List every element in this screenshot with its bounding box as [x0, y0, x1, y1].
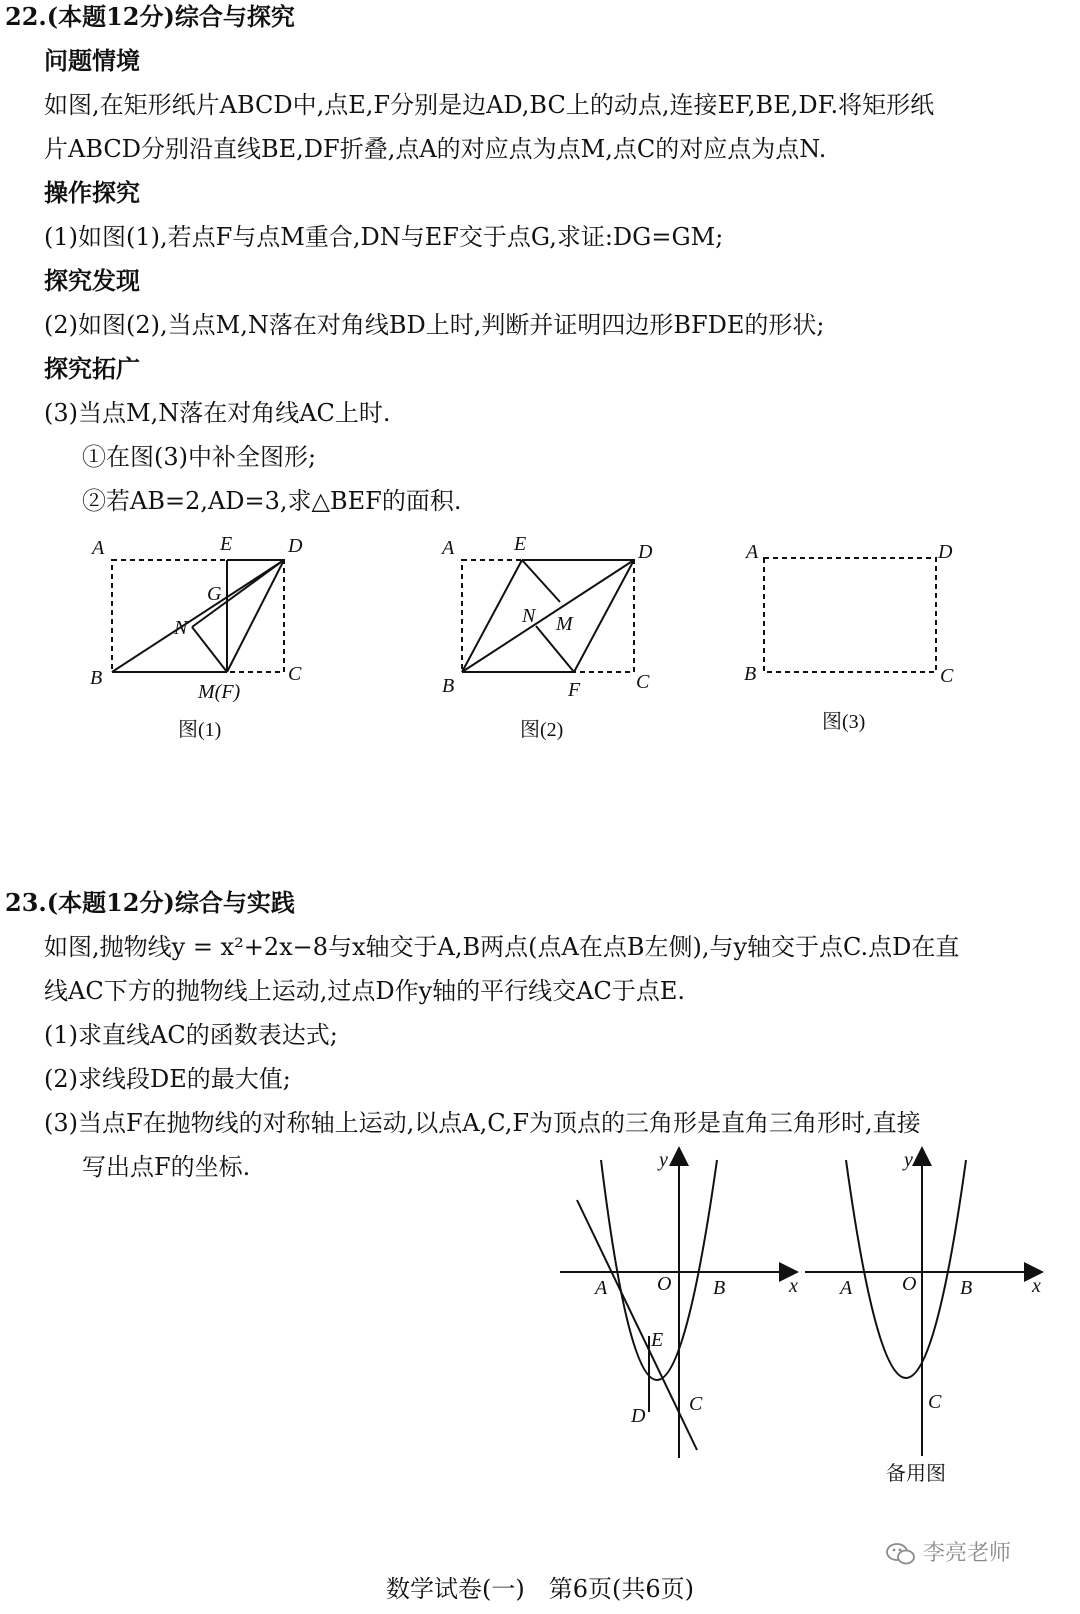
fig1-label-D: D — [288, 535, 303, 557]
fig3-caption: 图(3) — [822, 711, 866, 733]
g2-label-A: A — [840, 1277, 853, 1299]
fig3-label-D: D — [938, 541, 953, 563]
q22-section-problem-context: 问题情境 — [44, 47, 140, 75]
fig1-segment-BD — [112, 560, 284, 672]
q22-part2: (2)如图(2),当点M,N落在对角线BD上时,判断并证明四边形BFDE的形状; — [44, 311, 825, 339]
q22-title: 22.(本题12分)综合与探究 — [5, 2, 295, 31]
g2-label-C: C — [928, 1391, 942, 1413]
fig2-label-C: C — [636, 671, 650, 693]
fig2-label-E: E — [514, 533, 527, 555]
fig1-label-B: B — [90, 667, 103, 689]
q22-part3-sub1: ①在图(3)中补全图形; — [82, 443, 317, 471]
g2-caption: 备用图 — [886, 1463, 946, 1485]
q22-section-extension: 探究拓广 — [44, 355, 140, 383]
g2-label-O: O — [902, 1273, 917, 1295]
fig1-label-A: A — [92, 537, 105, 559]
fig3-label-C: C — [940, 665, 954, 687]
fig3-label-A: A — [746, 541, 759, 563]
q22-section-discovery: 探究发现 — [44, 267, 140, 295]
fig2-segment-FD — [574, 560, 634, 672]
q22-paragraph-line1: 如图,在矩形纸片ABCD中,点E,F分别是边AD,BC上的动点,连接EF,BE,DF.将矩形纸 — [44, 91, 935, 119]
fig2-segment-EM — [522, 560, 560, 602]
fig1-segment-DN — [192, 560, 284, 627]
g1-label-D: D — [631, 1405, 646, 1427]
fig3-rectangle-dashed — [764, 558, 936, 672]
fig2-label-F: F — [568, 679, 581, 701]
q22-section-operation: 操作探究 — [44, 179, 140, 207]
q22-paragraph-line2: 片ABCD分别沿直线BE,DF折叠,点A的对应点为点M,点C的对应点为点N. — [44, 135, 827, 163]
q23-part3-line2: 写出点F的坐标. — [82, 1153, 251, 1181]
fig1-label-E: E — [220, 533, 233, 555]
watermark — [886, 1536, 1011, 1567]
q23-part3-line1: (3)当点F在抛物线的对称轴上运动,以点A,C,F为顶点的三角形是直角三角形时,直接 — [44, 1109, 921, 1137]
fig2-label-B: B — [442, 675, 455, 697]
page-footer: 数学试卷(一) 第6页(共6页) — [386, 1575, 694, 1603]
fig1-segment-FD — [227, 560, 284, 672]
fig2-segment-BE — [462, 560, 522, 672]
g1-label-B: B — [713, 1277, 726, 1299]
fig1-label-C: C — [288, 663, 302, 685]
q22-part1: (1)如图(1),若点F与点M重合,DN与EF交于点G,求证:DG=GM; — [44, 223, 724, 251]
q23-paragraph-line1: 如图,抛物线y = x²+2x−8与x轴交于A,B两点(点A在点B左侧),与y轴交于点C.点D在直 — [44, 933, 960, 961]
fig1-label-N: N — [174, 617, 188, 639]
fig2-caption: 图(2) — [520, 719, 564, 741]
g1-label-C: C — [689, 1393, 703, 1415]
figure-1 — [80, 530, 320, 750]
figure-3 — [740, 530, 980, 740]
watermark-text: 李亮老师 — [923, 1541, 1012, 1566]
q22-part3: (3)当点M,N落在对角线AC上时. — [44, 399, 391, 427]
q23-part2: (2)求线段DE的最大值; — [44, 1065, 291, 1093]
fig2-label-A: A — [442, 537, 455, 559]
fig1-segment-NF — [192, 627, 227, 672]
g2-parabola — [846, 1160, 966, 1378]
figure-2 — [430, 530, 670, 750]
g1-label-A: A — [595, 1277, 608, 1299]
g1-label-x: x — [789, 1275, 798, 1297]
fig2-label-N: N — [522, 605, 536, 627]
g2-label-y: y — [904, 1149, 913, 1171]
q23-part1: (1)求直线AC的函数表达式; — [44, 1021, 338, 1049]
q23-graph-spare — [800, 1140, 1060, 1490]
q23-title: 23.(本题12分)综合与实践 — [5, 888, 295, 917]
fig1-label-MF: M(F) — [198, 681, 241, 703]
fig1-label-G: G — [207, 583, 222, 605]
g1-label-E: E — [651, 1329, 664, 1351]
g2-label-B: B — [960, 1277, 973, 1299]
wechat-icon — [886, 1541, 923, 1566]
g2-label-x: x — [1032, 1275, 1041, 1297]
g1-label-O: O — [657, 1273, 672, 1295]
g1-label-y: y — [659, 1149, 668, 1171]
q23-paragraph-line2: 线AC下方的抛物线上运动,过点D作y轴的平行线交AC于点E. — [44, 977, 685, 1005]
fig1-caption: 图(1) — [178, 719, 222, 741]
fig2-label-M: M — [556, 613, 573, 635]
q23-graph-main — [555, 1140, 805, 1470]
fig2-label-D: D — [638, 541, 653, 563]
fig3-label-B: B — [744, 663, 757, 685]
fig2-segment-BD — [462, 560, 634, 672]
q22-part3-sub2: ②若AB=2,AD=3,求△BEF的面积. — [82, 487, 462, 515]
